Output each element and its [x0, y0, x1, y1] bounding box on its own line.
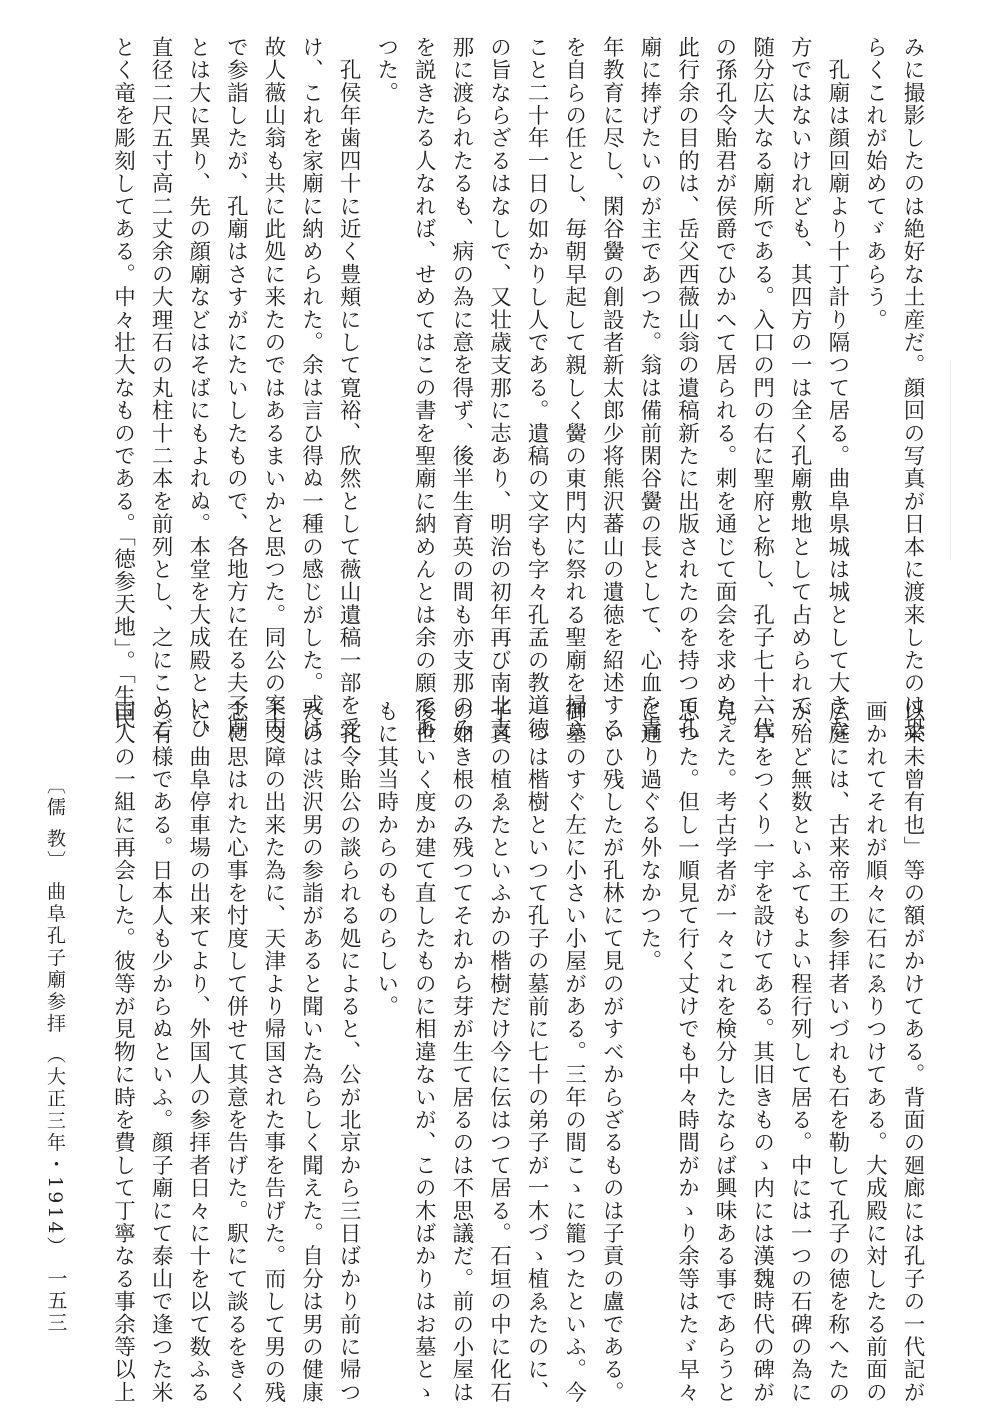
text-column: 方ではないけれども、其四方の一は全く孔廟敷地として占められて、	[787, 36, 813, 740]
text-column: 一亭をつくり一宇を設けてある。其旧きものゝ内には漢魏時代の碑が	[749, 700, 775, 1404]
running-head-year: （大正三年・1914）	[44, 1044, 66, 1259]
text-column: 思つた。但し一順見て行く丈けでも中々時間がかゝり余等はたゞ早々	[674, 700, 700, 1404]
page-edge-shade	[950, 360, 963, 560]
text-column: の有様である。日本人も少からぬといふ。顔子廟にて泰山で逢つた米	[148, 700, 174, 1404]
text-column: 孔廟は顔回廟より十丁計り隔つて居る。曲阜県城は城として大きな	[824, 36, 850, 740]
text-column: こと二十年一日の如かりし人である。遺稿の文字も字々孔孟の教道徳	[524, 36, 550, 740]
page-number: 一五三	[44, 1268, 68, 1334]
lower-text-block	[104, 700, 931, 1404]
text-column: 画かれてそれが順々に石にゑりつけてある。大成殿に対したる前面の	[862, 700, 888, 1404]
running-head-title: 曲阜孔子廟参拝	[44, 881, 66, 1036]
text-column: らくこれが始めてゞあらう。	[862, 36, 888, 332]
text-column: 念に思はれた心事を忖度して併せて其意を告げた。駅にて談るをきく	[223, 700, 249, 1404]
text-column: が殆ど無数といふてもよい程行列して居る。中には一つの石碑の為に	[787, 700, 813, 1404]
text-column: に通り過ぐる外なかつた。	[636, 700, 662, 973]
text-column: け、これを家廟に納められた。余は言ひ得ぬ一種の感じがした。或は	[298, 36, 324, 740]
text-column: つた。	[373, 36, 399, 105]
text-column: の孫孔令貽君が侯爵でひかへて居られる。刺を通じて面会を求めた。	[712, 36, 738, 740]
text-column: 見えた。考古学者が一々これを検分したならば興味ある事であらうと	[712, 700, 738, 1404]
text-column: とは大に異り、先の顔廟などはそばにもよれぬ。本堂を大成殿といひ	[185, 36, 211, 740]
text-column: 廟に捧げたいのが主であつた。翁は備前閑谷黌の長として、心血を青	[636, 36, 662, 740]
text-column: 一つは楷樹といつて孔子の墓前に七十の弟子が一木づゝ植ゑたのに、	[524, 700, 550, 1404]
text-column: で参詣したが、孔廟はさすがにたいしたもので、各地方に在る夫子廟	[223, 36, 249, 740]
text-column: 故人薇山翁も共に此処に来たのではあるまいかと思つた。同公の案内	[260, 36, 286, 740]
upper-text-block	[104, 36, 931, 740]
running-head	[42, 775, 69, 1259]
text-column: 国人の一組に再会した。彼等が見物に時を費して丁寧なる事余等以上	[110, 700, 136, 1404]
running-head-section: 〔儒 教〕	[44, 775, 66, 873]
text-column: を自らの任とし、毎朝早起して親しく黌の東門内に祭れる聖廟を掃ふ	[561, 36, 587, 740]
text-column: もに其当時からのものらしい。	[373, 700, 399, 1018]
text-column: 年教育に尽し、閑谷黌の創設者新太郎少将熊沢蕃山の遺徳を紹述する	[599, 36, 625, 740]
text-column: 広庭には、古来帝王の参拝者いづれも石を勒して孔子の徳を称へたの	[824, 700, 850, 1404]
text-column: の旨ならざるはなしで、又壮歳支那に志あり、明治の初年再び南北支	[486, 36, 512, 740]
text-column: 此行余の目的は、岳父西薇山翁の遺稿新たに出版されたのを持つて孔	[674, 36, 700, 740]
text-column: みに撮影したのは絶好な土産だ。顔回の写真が日本に渡来したのは恐	[900, 36, 925, 740]
text-column: 孔侯年歯四十に近く豊頬にして寛裕、欣然として薇山遺稿一部を受	[336, 36, 362, 740]
text-column: 那に渡られたるも、病の為に意を得ず、後半生育英の間も亦支那のみ	[448, 36, 474, 740]
text-column: の如き根のみ残つてそれから芽が生て居るのは不思議だ。前の小屋は	[448, 700, 474, 1404]
text-column: 孔令貽公の談られる処によると、公が北京から三日ばかり前に帰つ	[336, 700, 362, 1404]
text-column: 随分広大なる廟所である。入口の門の右に聖府と称し、孔子七十六代	[749, 36, 775, 740]
text-column: とく竜を彫刻してある。中々壮大なものである。「徳参天地」。「生民	[110, 36, 136, 731]
text-column: 上支障の出来た為に、天津より帰国された事を告げた。而して男の残	[260, 700, 286, 1404]
text-column: を説きたる人なれば、せめてはこの書を聖廟に納めんとは余の願であ	[411, 36, 437, 740]
text-column: いひ残したが孔林にて見のがすべからざるものは子貢の盧である。	[599, 700, 625, 1404]
text-column: 子貢の植ゑたといふかの楷樹だけ今に伝はつて居る。石垣の中に化石	[486, 700, 512, 1404]
text-column: たのは渋沢男の参詣があると聞いた為らしく聞えた。自分は男の健康	[298, 700, 324, 1404]
text-column: 直径二尺五寸高二丈余の大理石の丸柱十二本を前列とし、之にことご	[148, 36, 174, 740]
text-column: 以来未曾有也」等の額がかけてある。背面の廻廊には孔子の一代記が	[900, 700, 925, 1404]
text-column: 御墓のすぐ左に小さい小屋がある。三年の間こゝに籠つたといふ。今	[561, 700, 587, 1404]
text-column: に、曲阜停車場の出来てより、外国人の参拝者日々に十を以て数ふる	[185, 700, 211, 1404]
text-column: 後世いく度か建て直したものに相違ないが、この木ばかりはお墓とゝ	[411, 700, 437, 1404]
